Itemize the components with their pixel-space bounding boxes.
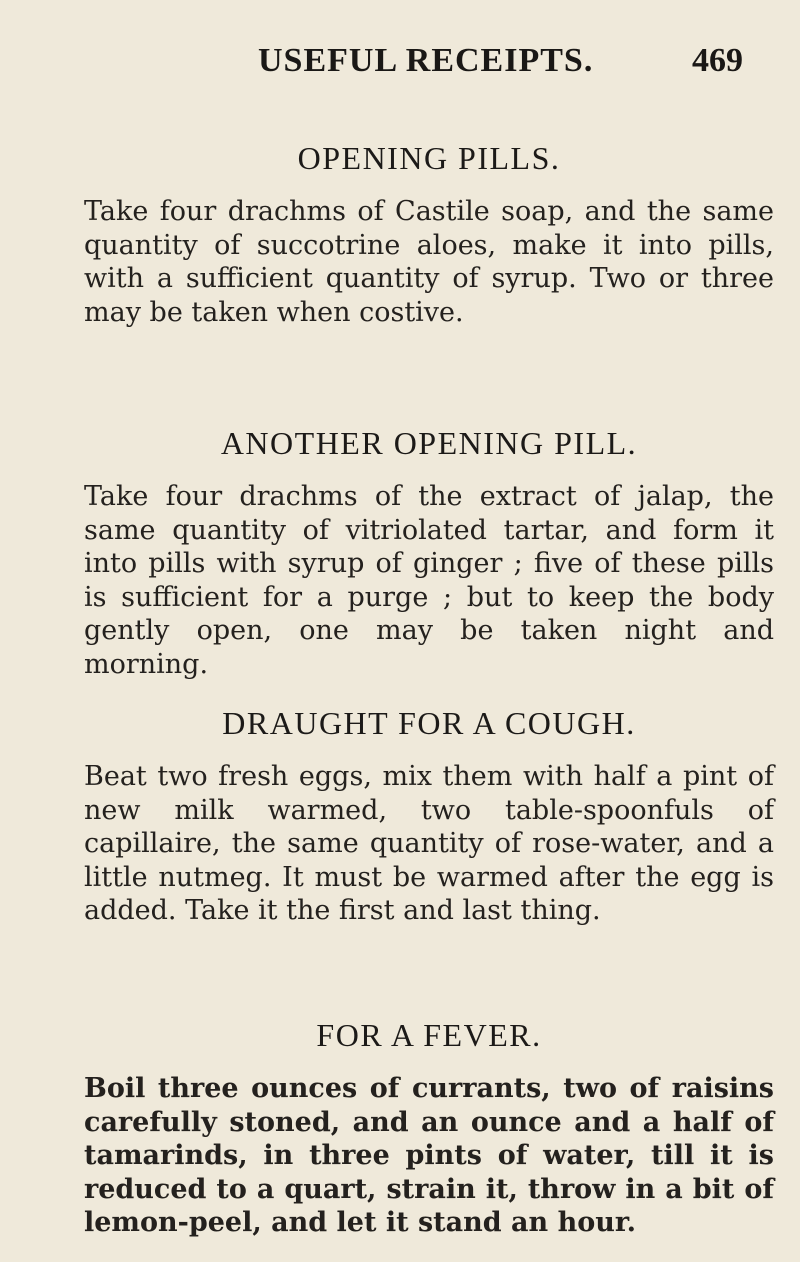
- recipe-text: Beat two fresh eggs, mix them with half a pint of new milk warmed, two table-spoonfuls of capillaire, the same quantity of rose-water, and a little nutmeg. It must be warmed after the egg is added. Take it the first and last thing.: [84, 761, 774, 926]
- running-title: USEFUL RECEIPTS.: [258, 42, 594, 79]
- recipe-title: ANOTHER OPENING PILL.: [220, 425, 638, 461]
- recipe-for-fever: [84, 1017, 774, 1240]
- page-number: 469: [692, 42, 743, 79]
- recipe-title: OPENING PILLS.: [297, 140, 561, 176]
- recipe-another-opening-pill: [84, 425, 774, 681]
- recipe-opening-pills: [84, 140, 774, 329]
- recipe-title: FOR A FEVER.: [316, 1017, 542, 1053]
- recipe-text: Take four drachms of Castile soap, and the same quantity of succotrine aloes, make it into pills, with a sufficient quantity of syrup. Two or three may be taken when costive.: [84, 196, 774, 328]
- recipe-text: Boil three ounces of currants, two of raisins carefully stoned, and an ounce and a half of tamarinds, in three pints of water, till it is reduced to a quart, strain it, throw in a bit of lemon-peel, and let it stand an hour.: [84, 1073, 774, 1238]
- recipe-title: DRAUGHT FOR A COUGH.: [222, 705, 636, 741]
- recipe-draught-for-cough: [84, 705, 774, 928]
- running-head: [0, 42, 800, 82]
- recipe-text: Take four drachms of the extract of jalap, the same quantity of vitriolated tartar, and form it into pills with syrup of ginger ; five of these pills is sufficient for a purge ; but to keep the body gently open, one may be taken night and morning.: [84, 481, 774, 680]
